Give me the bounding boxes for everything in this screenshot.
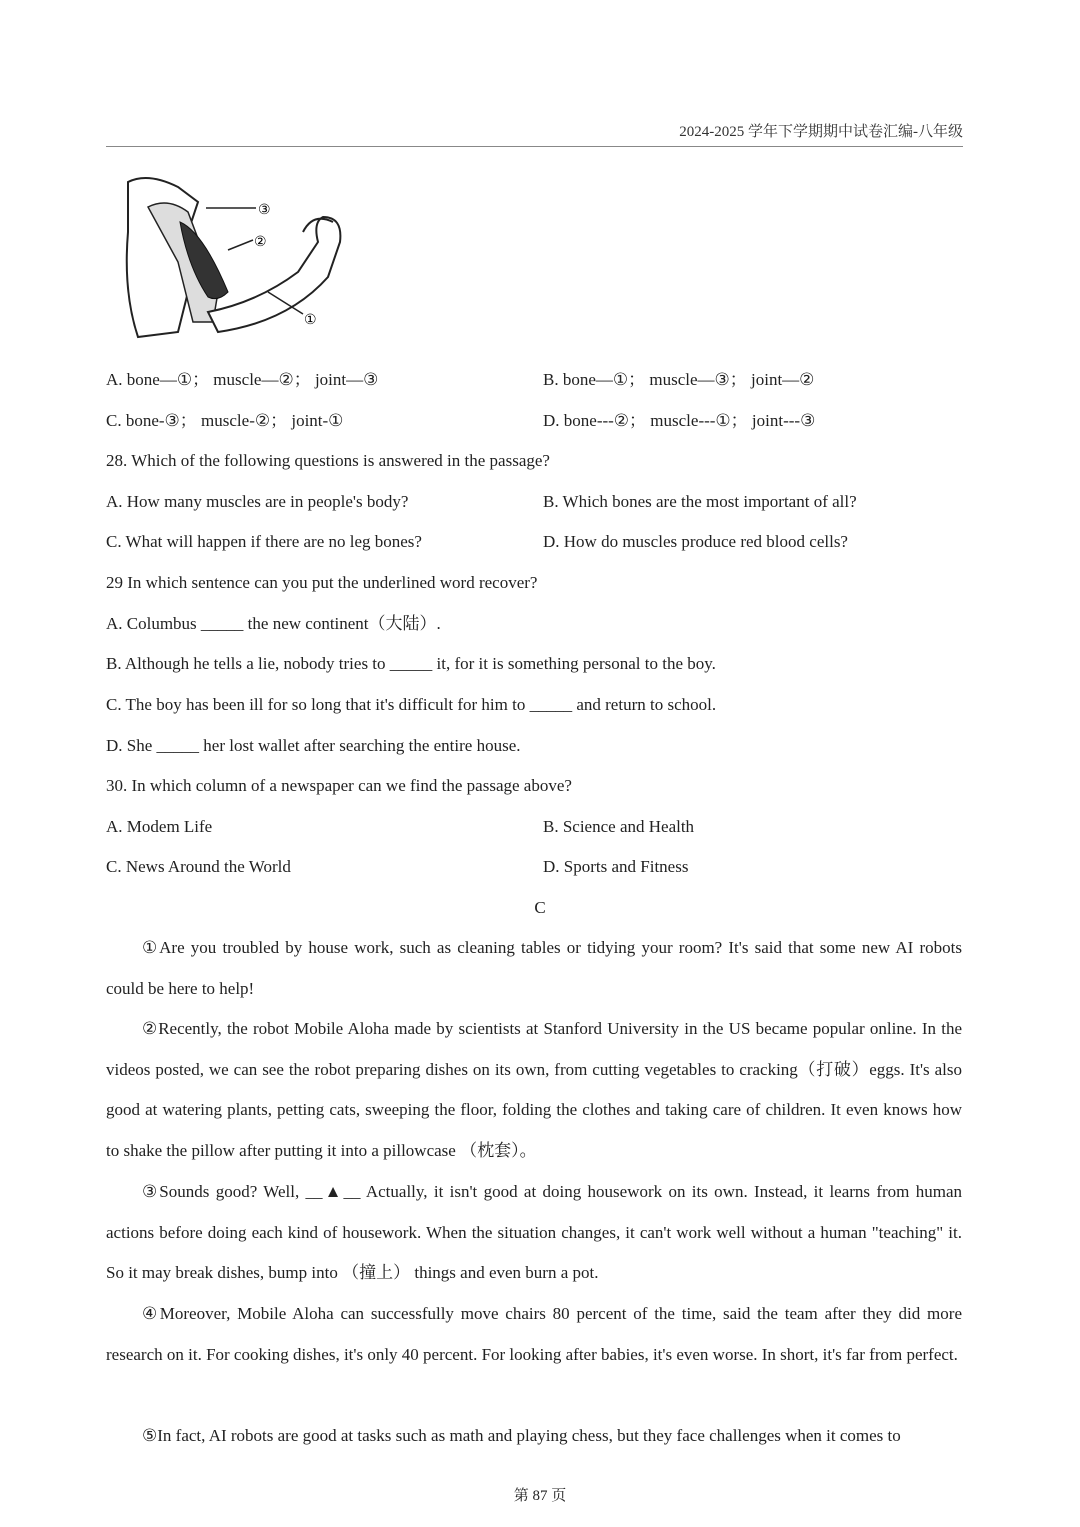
q27-option-a: A. bone—①； muscle—②； joint—③ — [106, 370, 379, 389]
q29-option-c: C. The boy has been ill for so long that it's difficult for him to _____ and return to school. — [106, 695, 717, 714]
header-title: 2024-2025 学年下学期期中试卷汇编-八年级 — [679, 124, 963, 140]
q29-option-a: A. Columbus _____ the new continent（大陆）. — [106, 614, 441, 633]
paragraph-2: ②Recently, the robot Mobile Aloha made by scientists at Stanford University in the US became popular online. In the videos posted, we can see the robot preparing dishes on its own, from cutting vegetables to cracking（打破）eggs. It's also good at watering plants, petting cats, sweeping the floor, folding the clothes and taking care of children. It even knows how to shake the pillow after putting it into a pillowcase （枕套）。 — [106, 1019, 962, 1161]
q29-stem: 29 In which sentence can you put the underlined word recover? — [106, 573, 538, 592]
q30-option-a: A. Modem Life — [106, 817, 213, 836]
paragraph-1: ①Are you troubled by house work, such as cleaning tables or tidying your room? It's said that some new AI robots could be here to help! — [106, 938, 962, 998]
q29-option-d: D. She _____ her lost wallet after searching the entire house. — [106, 736, 521, 755]
q28-stem: 28. Which of the following questions is answered in the passage? — [106, 451, 550, 470]
q29-option-b: B. Although he tells a lie, nobody tries to _____ it, for it is something personal to the boy. — [106, 654, 716, 673]
q27-option-d: D. bone---②； muscle---①； joint---③ — [543, 411, 816, 430]
label-2: ② — [254, 235, 267, 250]
q28-option-b: B. Which bones are the most important of all? — [543, 492, 857, 511]
section-title: C — [534, 898, 546, 917]
q27-option-b: B. bone—①； muscle—③； joint—② — [543, 370, 815, 389]
q28-option-a: A. How many muscles are in people's body? — [106, 492, 409, 511]
paragraph-3: ③Sounds good? Well, __▲__ Actually, it isn't good at doing housework on its own. Instead, it learns from human actions before doing each kind of housework. When the situation changes, it can't work well without a human "teaching" it. So it may break dishes, bump into （撞上） things and even burn a pot. — [106, 1182, 962, 1283]
page-number: 第 87 页 — [513, 1488, 567, 1504]
label-3: ③ — [258, 203, 271, 218]
q30-stem: 30. In which column of a newspaper can we find the passage above? — [106, 776, 572, 795]
label-1: ① — [304, 313, 317, 328]
page-header — [106, 120, 963, 147]
q30-option-b: B. Science and Health — [543, 817, 695, 836]
q28-option-d: D. How do muscles produce red blood cells? — [543, 532, 848, 551]
q27-option-c: C. bone-③； muscle-②； joint-① — [106, 411, 344, 430]
q30-option-d: D. Sports and Fitness — [543, 857, 689, 876]
arm-diagram — [118, 172, 348, 340]
q30-option-c: C. News Around the World — [106, 857, 291, 876]
q28-option-c: C. What will happen if there are no leg bones? — [106, 532, 422, 551]
paragraph-4: ④Moreover, Mobile Aloha can successfully move chairs 80 percent of the time, said the team after they did more research on it. For cooking dishes, it's only 40 percent. For looking after babies, it's even worse. In short, it's far from perfect. — [106, 1304, 962, 1364]
paragraph-5: ⑤In fact, AI robots are good at tasks such as math and playing chess, but they face challenges when it comes to — [142, 1426, 901, 1445]
